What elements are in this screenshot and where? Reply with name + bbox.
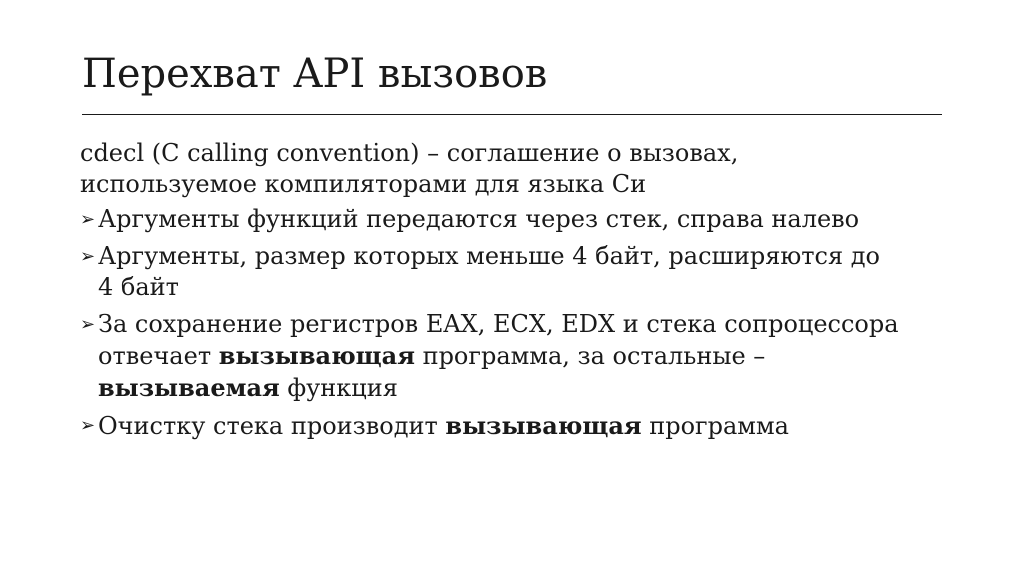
bullet-3-emphasis-caller: вызывающая [218, 341, 415, 370]
bullet-3-text: функция [279, 374, 398, 402]
arrow-bullet-icon: ➢ [80, 246, 96, 267]
bullet-4-emphasis-caller: вызывающая [445, 411, 642, 440]
bullet-3-text: программа, за остальные – [414, 342, 766, 370]
intro-paragraph [80, 138, 950, 200]
bullet-3-line-1: За сохранение регистров EAX, ECX, EDX и стека сопроцессора [98, 310, 899, 338]
title-divider [82, 114, 942, 115]
arrow-bullet-icon: ➢ [80, 314, 96, 335]
bullet-3-line-3 [98, 372, 950, 404]
intro-line-1: cdecl (C calling convention) – соглашение о вызовах, [80, 139, 739, 167]
arrow-bullet-icon: ➢ [80, 415, 96, 436]
slide-title: Перехват API вызовов [82, 51, 548, 97]
bullet-3-line-2 [98, 340, 950, 372]
bullet-2-line-1: Аргументы, размер которых меньше 4 байт, расширяются до [98, 242, 880, 270]
bullet-3-text: отвечает [98, 342, 219, 370]
bullet-item [80, 309, 950, 404]
bullet-2-line-2: 4 байт [98, 273, 179, 301]
intro-line-2: используемое компиляторами для языка Си [80, 170, 647, 198]
slide-content [80, 138, 950, 448]
bullet-4-line-1 [98, 410, 950, 442]
bullet-4-text: Очистку стека производит [98, 412, 446, 440]
bullet-1-line-1: Аргументы функций передаются через стек, справа налево [98, 205, 860, 233]
bullet-item [80, 241, 950, 303]
bullet-item [80, 204, 950, 235]
bullet-4-text: программа [641, 412, 789, 440]
bullet-3-emphasis-callee: вызываемая [98, 373, 280, 402]
bullet-item [80, 410, 950, 442]
arrow-bullet-icon: ➢ [80, 209, 96, 230]
